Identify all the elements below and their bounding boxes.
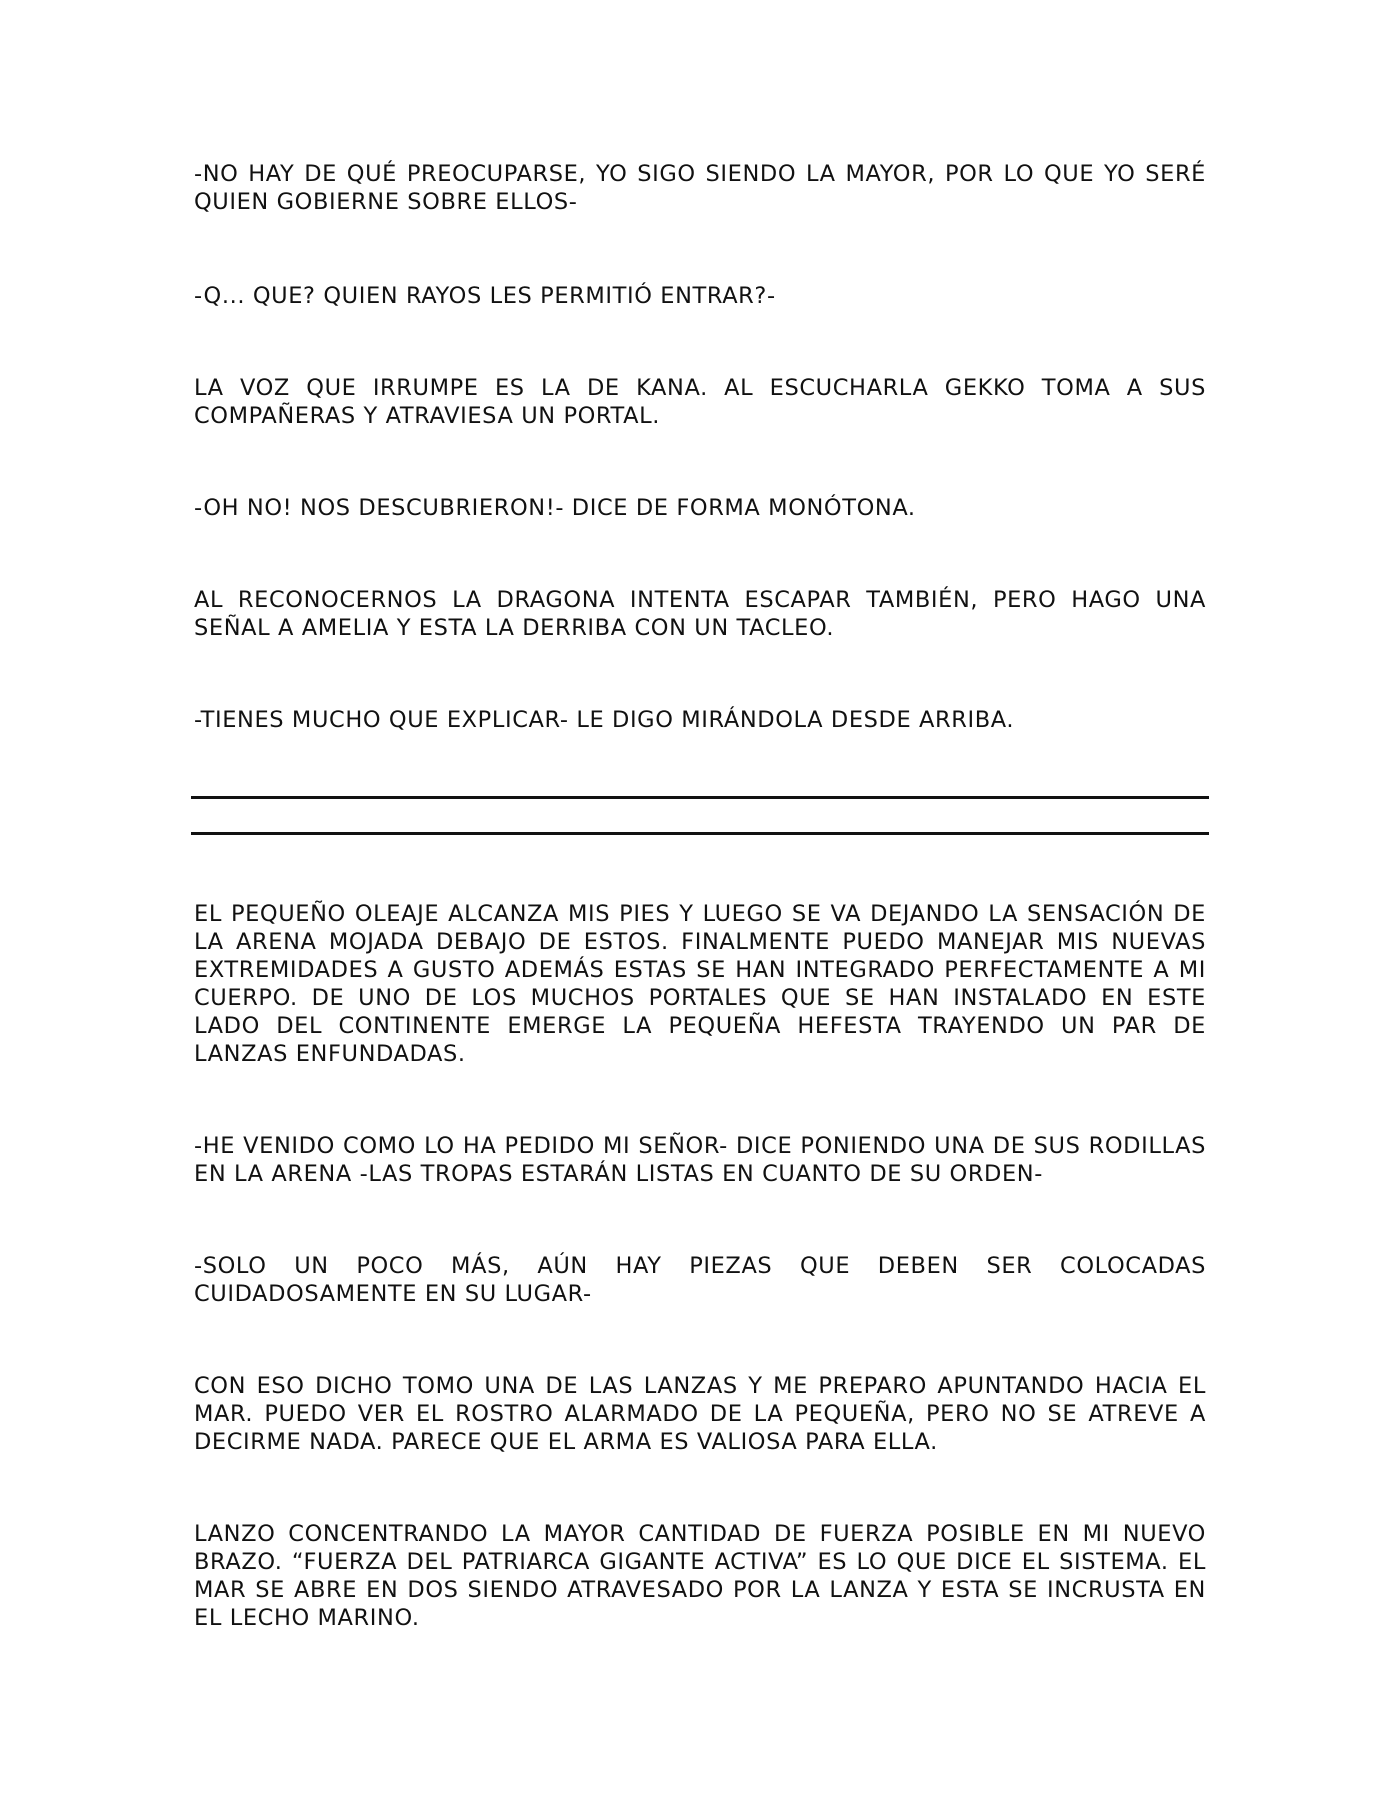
paragraph: -HE VENIDO COMO LO HA PEDIDO MI SEÑOR- DICE PONIENDO UNA DE SUS RODILLAS EN LA ARENA -LAS TROPAS ESTARÁN LISTAS EN CUANTO DE SU ORDEN- xyxy=(194,1133,1206,1187)
paragraph: -NO HAY DE QUÉ PREOCUPARSE, YO SIGO SIENDO LA MAYOR, POR LO QUE YO SERÉ QUIEN GOBIERNE SOBRE ELLOS- xyxy=(194,161,1206,215)
paragraph: CON ESO DICHO TOMO UNA DE LAS LANZAS Y ME PREPARO APUNTANDO HACIA EL MAR. PUEDO VER EL ROSTRO ALARMADO DE LA PEQUEÑA, PERO NO SE ATREVE A DECIRME NADA. PARECE QUE EL ARMA ES VALIOSA PARA ELLA. xyxy=(194,1373,1206,1455)
section-divider-line xyxy=(191,796,1209,799)
paragraph: -TIENES MUCHO QUE EXPLICAR- LE DIGO MIRÁNDOLA DESDE ARRIBA. xyxy=(194,707,1015,733)
paragraph: -Q... QUE? QUIEN RAYOS LES PERMITIÓ ENTRAR?- xyxy=(194,283,776,309)
paragraph: LA VOZ QUE IRRUMPE ES LA DE KANA. AL ESCUCHARLA GEKKO TOMA A SUS COMPAÑERAS Y ATRAVIESA UN PORTAL. xyxy=(194,375,1206,429)
paragraph: -SOLO UN POCO MÁS, AÚN HAY PIEZAS QUE DEBEN SER COLOCADAS CUIDADOSAMENTE EN SU LUGAR- xyxy=(194,1253,1206,1307)
section-divider-line xyxy=(191,832,1209,835)
paragraph: LANZO CONCENTRANDO LA MAYOR CANTIDAD DE FUERZA POSIBLE EN MI NUEVO BRAZO. “FUERZA DEL PATRIARCA GIGANTE ACTIVA” ES LO QUE DICE EL SISTEMA. EL MAR SE ABRE EN DOS SIENDO ATRAVESADO POR LA LANZA Y ESTA SE INCRUSTA EN EL LECHO MARINO. xyxy=(194,1521,1206,1631)
paragraph: AL RECONOCERNOS LA DRAGONA INTENTA ESCAPAR TAMBIÉN, PERO HAGO UNA SEÑAL A AMELIA Y ESTA LA DERRIBA CON UN TACLEO. xyxy=(194,587,1206,641)
paragraph: -OH NO! NOS DESCUBRIERON!- DICE DE FORMA MONÓTONA. xyxy=(194,495,916,521)
paragraph: EL PEQUEÑO OLEAJE ALCANZA MIS PIES Y LUEGO SE VA DEJANDO LA SENSACIÓN DE LA ARENA MOJADA DEBAJO DE ESTOS. FINALMENTE PUEDO MANEJAR MIS NUEVAS EXTREMIDADES A GUSTO ADEMÁS ESTAS SE HAN INTEGRADO PERFECTAMENTE A MI CUERPO. DE UNO DE LOS MUCHOS PORTALES QUE SE HAN INSTALADO EN ESTE LADO DEL CONTINENTE EMERGE LA PEQUEÑA HEFESTA TRAYENDO UN PAR DE LANZAS ENFUNDADAS. xyxy=(194,901,1206,1067)
